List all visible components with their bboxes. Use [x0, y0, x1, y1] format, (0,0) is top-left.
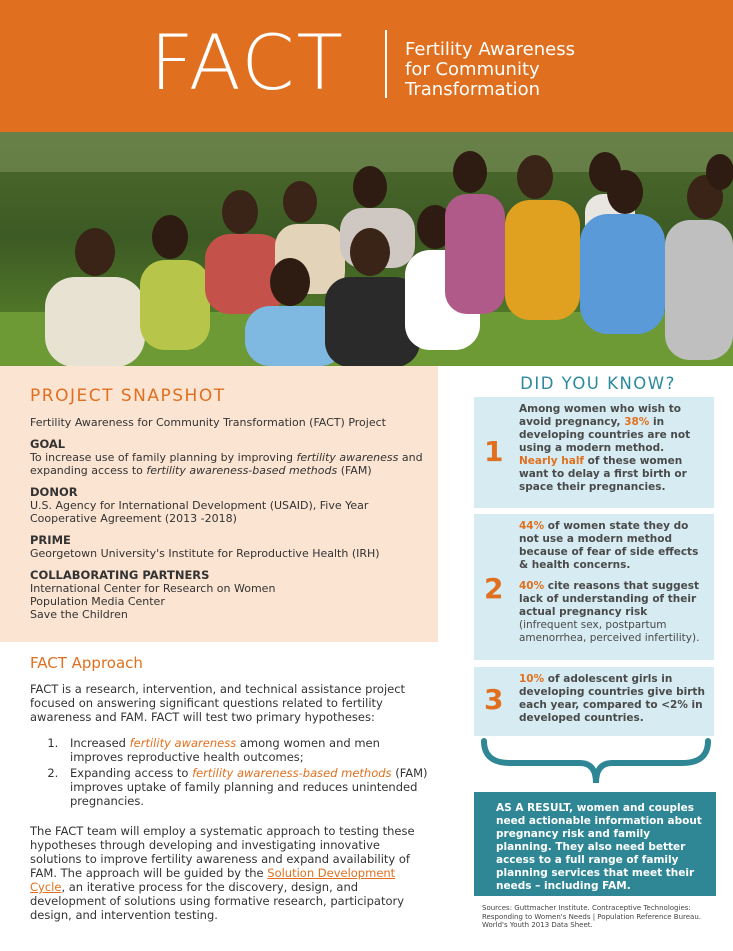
project-snapshot-panel — [0, 366, 438, 642]
stat-text-part: in developing countries are not using a modern method. — [519, 416, 691, 454]
prime-text: Georgetown University's Institute for Reproductive Health (IRH) — [30, 547, 380, 560]
hypothesis-item — [62, 736, 428, 764]
did-you-know-title: DID YOU KNOW? — [520, 374, 676, 393]
result-body: women and couples need actionable information about pregnancy risk and family planning. They also need better access to a full range of family planning services that meet their needs – including FAM. — [496, 802, 702, 892]
approach-intro: FACT is a research, intervention, and technical assistance project focused on answering significant questions related to fertility awareness and FAM. FACT will test two primary hypotheses: — [30, 682, 406, 724]
hypothesis-item — [62, 766, 428, 808]
hypothesis-text: (FAM) improves uptake of family planning and reduces unintended pregnancies. — [70, 766, 428, 808]
tagline-line: Fertility Awareness — [405, 39, 575, 60]
approach-title: FACT Approach — [30, 654, 143, 672]
snapshot-body — [30, 416, 425, 621]
stat-number: 3 — [484, 683, 504, 716]
hypothesis-text: Increased — [70, 736, 130, 750]
fact-approach-section — [30, 656, 428, 934]
goal-text — [30, 451, 425, 477]
partner-item: Population Media Center — [30, 595, 165, 608]
goal-emphasis: fertility awareness-based methods — [146, 464, 338, 477]
snapshot-title: PROJECT SNAPSHOT — [30, 386, 226, 406]
as-a-result-box — [474, 792, 716, 896]
stat-highlight: 10% — [519, 673, 545, 685]
hypothesis-emphasis: fertility awareness — [129, 736, 237, 750]
header-tagline — [405, 40, 575, 100]
result-lead: AS A RESULT, — [496, 802, 574, 814]
stat-text-part: of adolescent girls in developing countries give birth each year, compared to <2% in developed countries. — [519, 673, 705, 724]
approach-text: , an iterative process for the discovery, design, and development of solutions using formative research, participatory design, and intervention testing. — [30, 880, 405, 922]
partner-item: Save the Children — [30, 608, 128, 621]
goal-heading: GOAL — [30, 437, 66, 451]
partner-item: International Center for Research on Women — [30, 582, 276, 595]
result-text — [496, 802, 702, 893]
stat-text-part: of these women want to delay a first birth or space their pregnancies. — [519, 455, 687, 493]
stat-text — [519, 403, 705, 502]
tagline-line: Transformation — [405, 79, 541, 100]
stat-text-part: (infrequent sex, postpartum amenorrhea, perceived infertility). — [519, 619, 700, 644]
group-photo-icon — [0, 132, 733, 366]
partners-heading: COLLABORATING PARTNERS — [30, 568, 210, 582]
donor-heading: DONOR — [30, 485, 78, 499]
stat-text — [519, 520, 705, 653]
stat-highlight: 44% — [519, 520, 545, 532]
hypotheses-list — [30, 736, 428, 808]
prime-heading: PRIME — [30, 533, 71, 547]
stat-box-1 — [474, 397, 714, 508]
stat-box-3 — [474, 667, 714, 736]
donor-text: U.S. Agency for International Development (USAID), Five Year Cooperative Agreement (2013 -2018) — [30, 499, 369, 525]
goal-emphasis: fertility awareness — [296, 451, 399, 464]
group-photo — [0, 132, 733, 366]
curly-bracket-icon — [480, 737, 712, 787]
fact-logo: FACT — [150, 18, 345, 107]
sources-note: Sources: Guttmacher Institute. Contraceptive Technologies: Responding to Women's Needs | Population Reference Bureau. World's Youth 2013 Data Sheet. — [482, 904, 702, 929]
hypothesis-text: Expanding access to — [70, 766, 193, 780]
hypothesis-emphasis: fertility awareness-based methods — [192, 766, 392, 780]
stat-highlight: 40% — [519, 580, 545, 592]
goal-text-part: (FAM) — [337, 464, 372, 477]
approach-paragraph — [30, 824, 428, 922]
header-divider — [385, 30, 387, 98]
solution-development-cycle-link[interactable]: Solution Development Cycle — [30, 866, 396, 894]
goal-text-part: To increase use of family planning by improving — [30, 451, 297, 464]
stat-text-part: cite reasons that suggest lack of understanding of their actual pregnancy risk — [519, 580, 700, 618]
snapshot-lead: Fertility Awareness for Community Transformation (FACT) Project — [30, 416, 386, 429]
stat-text-part: of women state they do not use a modern method because of fear of side effects & health concerns. — [519, 520, 699, 571]
stat-text-part: Among women who wish to avoid pregnancy, — [519, 403, 681, 428]
approach-text: The FACT team will employ a systematic approach to testing these hypotheses through developing and investigating innovative solutions to improve fertility awareness and expand availability of FAM. The approach will be guided by the — [30, 824, 415, 880]
stat-highlight: 38% — [624, 416, 650, 428]
stat-text — [519, 673, 705, 733]
stat-box-2 — [474, 514, 714, 660]
tagline-line: for Community — [405, 59, 540, 80]
header-banner — [0, 0, 733, 132]
goal-text-part: and expanding access to — [30, 451, 423, 477]
hypothesis-text: among women and men improves reproductive health outcomes; — [70, 736, 380, 764]
stat-number: 1 — [484, 435, 504, 468]
stat-highlight: Nearly half — [519, 455, 584, 467]
stat-number: 2 — [484, 572, 504, 605]
